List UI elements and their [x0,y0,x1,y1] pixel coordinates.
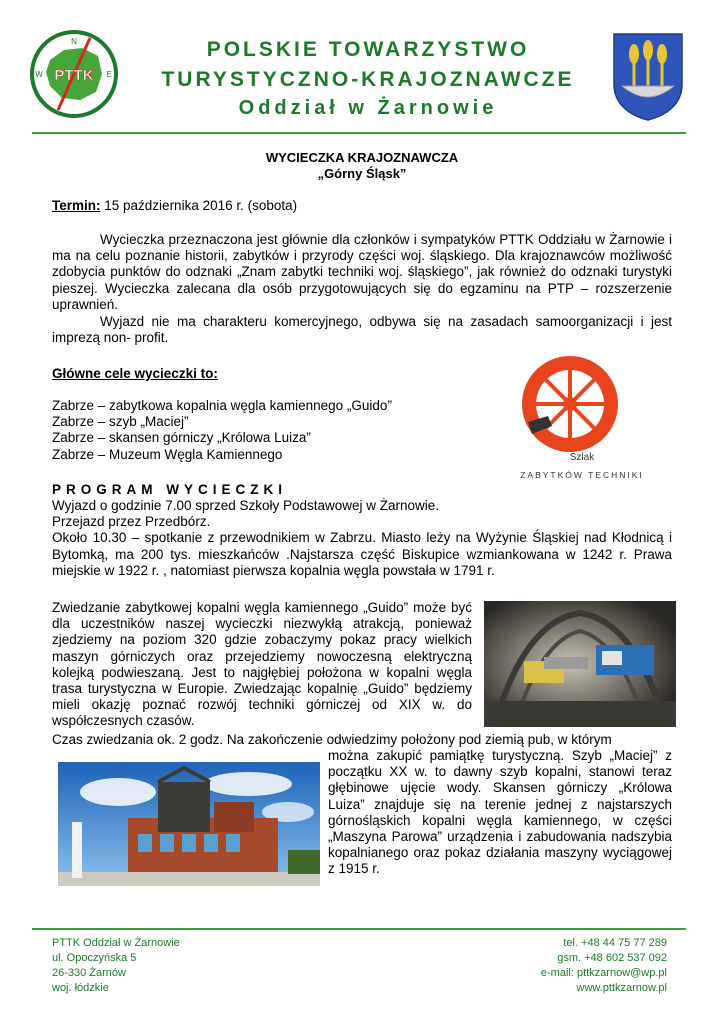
szlak-logo-line2: ZABYTKÓW TECHNIKI [520,470,644,480]
footer-postal-city: 26-330 Żarnów [52,967,126,979]
szlak-zabytkow-techniki-logo [518,352,648,488]
footer-contact [541,936,667,996]
program-heading: PROGRAM WYCIECZKI [52,482,287,497]
document-title: WYCIECZKA KRAJOZNAWCZA [265,150,459,165]
footer-address [52,936,180,996]
footer-org-name: PTTK Oddział w Żarnowie [52,937,180,949]
header-divider [32,132,686,134]
program-line: Około 10.30 – spotkanie z przewodnikiem w Zabrzu. Miasto leży na Wyżynie Śląskiej nad Kłodnicą i Bytomką, ma 200 tys. mieszkańców .Najstarsza część Biskupice wzmiankowana w 1242 r. Prawa miejskie w 1922 r. , natomiast pierwsza kopalnia węgla powstała w 1791 r. [52,530,672,578]
pttk-logo [30,30,118,118]
footer-mobile: gsm. +48 602 537 092 [557,952,667,964]
program-line: Wyjazd o godzinie 7.00 sprzed Szkoły Podstawowej w Żarnowie. [52,498,440,513]
skansen-paragraph: można zakupić pamiątkę turystyczną. Szyb „Maciej” z początku XX w. to dawny szyb kopalni, stanowi teraz głębinowe ujęcie wody. Skansen górniczy „Królowa Luiza” znajduje się na terenie jednej z najstarszych górnośląskich kopalni węgla kamiennego, w części „Maszyna Parowa” urządzenia i zabudowania nadszybia kopalnianego oraz pokaz działania maszyny wyciągowej z 1915 r. [328,748,672,877]
footer-divider [32,928,686,930]
svg-text:E: E [106,70,112,79]
guido-paragraph: Zwiedzanie zabytkowej kopalni węgla kamiennego „Guido” może być dla uczestników naszej wycieczki niezwykłą atrakcją, ponieważ zjedziemy na poziom 320 gdzie zobaczymy pokaz pracy wielkich maszyn górniczych oraz przejedziemy nowoczesną elektryczną kolejką podwieszaną. Jest to najgłębiej położona w kopalni węgla trasa turystyczna w Europie. Zwiedzając kopalnię „Guido” będziemy mieli okazję poznać rozwój techniki górniczej od XIX w. do współczesnych czasów. [52,600,472,729]
program-line: Przejazd przez Przedbórz. [52,514,211,530]
footer-website-link[interactable]: www.pttkzarnow.pl [576,982,667,994]
guido-mine-photo [484,601,676,727]
termin-label: Termin: [52,198,101,213]
czas-zwiedzania-line: Czas zwiedzania ok. 2 godz. Na zakończenie odwiedzimy położony pod ziemią pub, w którym [52,732,612,747]
footer-email-link[interactable]: e-mail: pttkzarnow@wp.pl [540,967,667,979]
pttk-logo-text: PTTK [54,67,94,84]
program-list [52,498,672,579]
termin-line [52,198,672,214]
footer-voivodeship: woj. łódzkie [52,982,109,994]
org-title-line3: Oddział w Żarnowie [238,97,498,119]
goal-item: Zabrze – Muzeum Węgla Kamiennego [52,446,283,462]
goals-heading: Główne cele wycieczki to: [52,366,218,381]
zarnow-coat-of-arms [612,32,684,122]
org-title-line2: TURYSTYCZNO-KRAJOZNAWCZE [161,68,575,91]
svg-text:W: W [35,70,43,79]
goal-item: Zabrze – skansen górniczy „Królowa Luiza” [52,430,311,446]
goal-item: Zabrze – zabytkowa kopalnia węgla kamiennego „Guido” [52,398,392,413]
non-profit-paragraph: Wyjazd nie ma charakteru komercyjnego, odbywa się na zasadach samoorganizacji i jest imprezą non- profit. [52,314,672,346]
termin-value: 15 października 2016 r. (sobota) [100,198,298,213]
intro-paragraph: Wycieczka przeznaczona jest głównie dla członków i sympatyków PTTK Oddziału w Żarnowie i ma na celu poznanie historii, zabytków i przyrody części woj. śląskiego. Dla krajoznawców możliwość zdobycia punktów do odznaki „Znam zabytki techniki woj. śląskiego”, jak również do odznaki turystyki pieszej. Wycieczka zalecana dla osób przygotowujących się do egzaminu na PTP – rozszerzenie uprawnień. [52,232,672,312]
krolowa-luiza-photo [58,762,320,886]
org-title-line1: POLSKIE TOWARZYSTWO [206,38,530,61]
footer-street: ul. Opoczyńska 5 [52,952,137,964]
document-subtitle: „Górny Śląsk” [317,166,407,181]
footer-phone: tel. +48 44 75 77 289 [563,937,667,949]
svg-text:N: N [71,37,77,46]
goal-item: Zabrze – szyb „Maciej” [52,414,189,430]
szlak-logo-line1: Szlak [569,452,595,463]
